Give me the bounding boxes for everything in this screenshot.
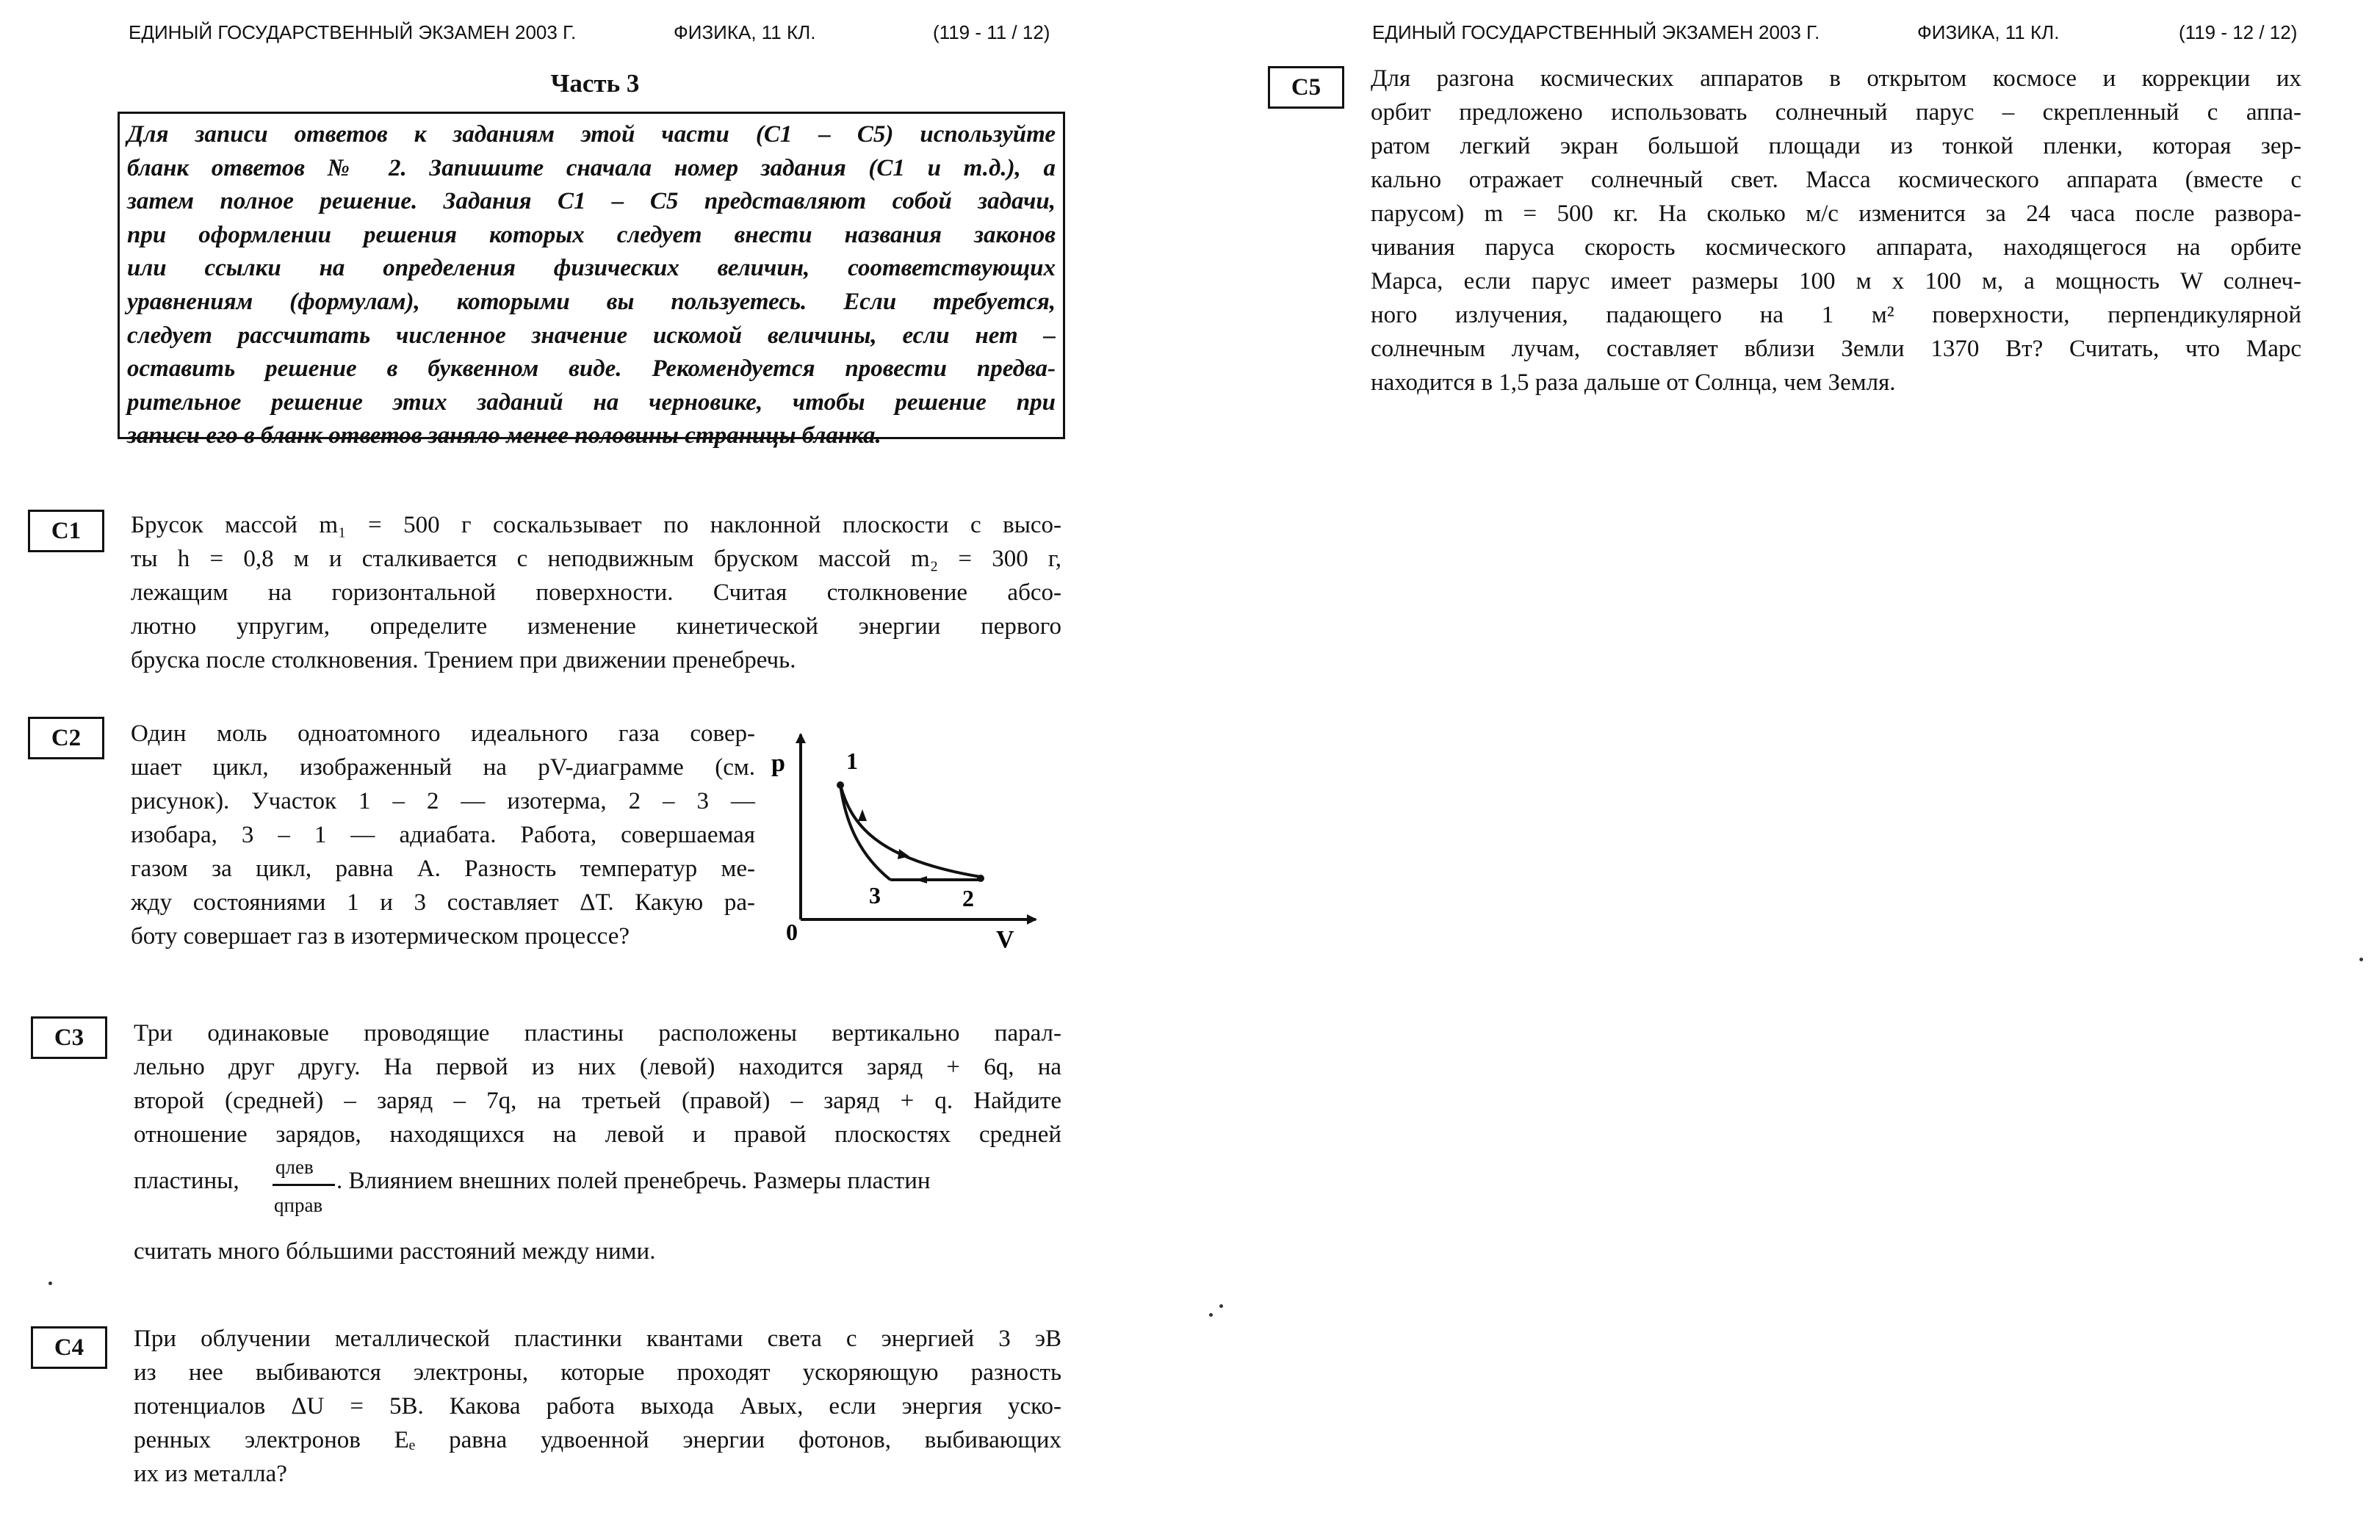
task-c3-line6: считать много бóльшими расстояний между ними. — [134, 1238, 656, 1265]
task-line: Для разгона космических аппаратов в открытом космосе и коррекции их — [1371, 65, 2301, 92]
task-line: орбит предложено использовать солнечный парус – скрепленный с аппа- — [1371, 99, 2301, 126]
instructions-line: уравнениям (формулам), которыми вы пользуетесь. Если требуется, — [127, 288, 1056, 315]
task-line: парусом) m = 500 кг. На сколько м/с изменится за 24 часа после развора- — [1371, 200, 2301, 227]
state-1 — [837, 781, 844, 789]
right-header-exam: ЕДИНЫЙ ГОСУДАРСТВЕННЫЙ ЭКЗАМЕН 2003 Г. — [1372, 21, 1820, 43]
task-c3-line5-suffix: . Влиянием внешних полей пренебречь. Размеры пластин — [336, 1168, 931, 1194]
task-c4-label: С4 — [31, 1326, 107, 1369]
task-line: ренных электронов Eₑ равна удвоенной энергии фотонов, выбивающих — [134, 1427, 1061, 1453]
left-header-subject: ФИЗИКА, 11 КЛ. — [674, 21, 816, 43]
fraction-denominator: qправ — [274, 1194, 323, 1216]
v-axis-label: V — [996, 926, 1014, 953]
instructions-line: при оформлении решения которых следует внести названия законов — [127, 221, 1056, 248]
origin-label: 0 — [786, 919, 798, 945]
task-c5-text — [1371, 62, 2301, 400]
task-line: лежащим на горизонтальной поверхности. Считая столкновение абсо- — [131, 579, 1061, 606]
task-line: чивания паруса скорость космического аппарата, находящегося на орбите — [1371, 234, 2301, 261]
instructions-line: рительное решение этих заданий на черновике, чтобы решение при — [127, 388, 1056, 416]
fraction-numerator: qлев — [275, 1156, 314, 1178]
instructions-line: Для записи ответов к заданиям этой части (С1 – С5) используйте — [127, 121, 1056, 148]
left-header-exam: ЕДИНЫЙ ГОСУДАРСТВЕННЫЙ ЭКЗАМЕН 2003 Г. — [129, 21, 577, 43]
instructions-line: следует рассчитать численное значение искомой величины, если нет – — [127, 322, 1056, 349]
state-3-label: 3 — [869, 882, 881, 908]
p-axis-label: p — [771, 750, 785, 777]
task-line: лельно друг другу. На первой из них (левой) находится заряд + 6q, на — [134, 1054, 1061, 1080]
task-line: лютно упругим, определите изменение кинетической энергии первого — [131, 613, 1061, 640]
state-2 — [977, 875, 984, 882]
task-line: Марса, если парус имеет размеры 100 м х 100 м, а мощность W солнеч- — [1371, 268, 2301, 294]
state-2-label: 2 — [962, 885, 974, 911]
task-line: бруска после столкновения. Трением при движении пренебречь. — [131, 647, 796, 673]
task-line: Три одинаковые проводящие пластины расположены вертикально парал- — [134, 1020, 1061, 1046]
task-line: отношение зарядов, находящихся на левой и правой плоскостях средней — [134, 1121, 1061, 1148]
task-line: При облучении металлической пластинки квантами света с энергией 3 эВ — [134, 1326, 1061, 1352]
task-c1-label: С1 — [28, 510, 104, 552]
task-line: находится в 1,5 раза дальше от Солнца, чем Земля. — [1371, 369, 1896, 396]
fraction-bar — [273, 1184, 335, 1186]
task-c3-line5-prefix: пластины, — [134, 1168, 239, 1194]
task-c2-label: С2 — [28, 717, 104, 759]
task-c3-label: С3 — [31, 1016, 107, 1059]
scan-speck — [1219, 1304, 1223, 1308]
adiabat-curve — [840, 785, 890, 880]
part-title: Часть 3 — [550, 69, 640, 98]
task-line: газом за цикл, равна А. Разность температур ме- — [131, 856, 755, 882]
instructions-line: оставить решение в буквенном виде. Рекомендуется провести предва- — [127, 355, 1056, 383]
scan-speck — [2359, 958, 2363, 961]
task-line: ного излучения, падающего на 1 м² поверхности, перпендикулярной — [1371, 302, 2301, 328]
task-line: их из металла? — [134, 1461, 287, 1487]
scan-speck — [1209, 1313, 1213, 1317]
task-line: боту совершает газ в изотермическом процессе? — [131, 923, 630, 950]
task-line: ратом легкий экран большой площади из тонкой пленки, которая зер- — [1371, 133, 2301, 159]
task-line: потенциалов ΔU = 5В. Какова работа выхода Aвых, если энергия уско- — [134, 1393, 1061, 1420]
instructions-line: затем полное решение. Задания С1 – С5 представляют собой задачи, — [127, 188, 1056, 215]
state-1-label: 1 — [846, 748, 858, 774]
task-line: Один моль одноатомного идеального газа совер- — [131, 720, 755, 747]
task-line: Брусок массой m₁ = 500 г соскальзывает по наклонной плоскости с высо- — [131, 512, 1061, 538]
instructions-line: бланк ответов № 2. Запишите сначала номер задания (С1 и т.д.), а — [127, 154, 1056, 181]
task-c4-text — [134, 1322, 1061, 1491]
task-line: рисунок). Участок 1 – 2 — изотерма, 2 – 3 — — [131, 788, 755, 814]
right-header-page: (119 - 12 / 12) — [2179, 21, 2298, 43]
task-line: второй (средней) – заряд – 7q, на третьей (правой) – заряд + q. Найдите — [134, 1088, 1061, 1114]
instructions-line: записи его в бланк ответов заняло менее половины страницы бланка. — [127, 422, 881, 449]
arrow-2-3 — [915, 876, 927, 883]
scan-speck — [48, 1281, 52, 1285]
task-line: солнечным лучам, составляет вблизи Земли 1370 Вт? Считать, что Марс — [1371, 336, 2301, 362]
instructions-line: или ссылки на определения физических величин, соответствующих — [127, 255, 1056, 282]
task-line: шает цикл, изображенный на pV-диаграмме (см. — [131, 754, 755, 781]
arrow-3-1 — [858, 809, 867, 821]
task-c3-text — [134, 1016, 1061, 1152]
isotherm-curve — [840, 785, 981, 877]
right-header-subject: ФИЗИКА, 11 КЛ. — [1917, 21, 2060, 43]
task-c1-text — [131, 508, 1061, 677]
task-c2-text — [131, 717, 755, 953]
instructions-box — [118, 112, 1065, 449]
task-c5-label: С5 — [1268, 66, 1344, 109]
task-line: изобара, 3 – 1 — адиабата. Работа, совершаемая — [131, 822, 755, 848]
pv-diagram — [764, 727, 1050, 955]
task-line: жду состояниями 1 и 3 составляет ΔТ. Какую ра- — [131, 889, 755, 916]
task-line: ты h = 0,8 м и сталкивается с неподвижным бруском массой m₂ = 300 г, — [131, 546, 1061, 572]
task-line: кально отражает солнечный свет. Масса космического аппарата (вместе с — [1371, 167, 2301, 193]
left-header-page: (119 - 11 / 12) — [933, 21, 1050, 43]
task-line: из нее выбиваются электроны, которые проходят ускоряющую разность — [134, 1359, 1061, 1386]
